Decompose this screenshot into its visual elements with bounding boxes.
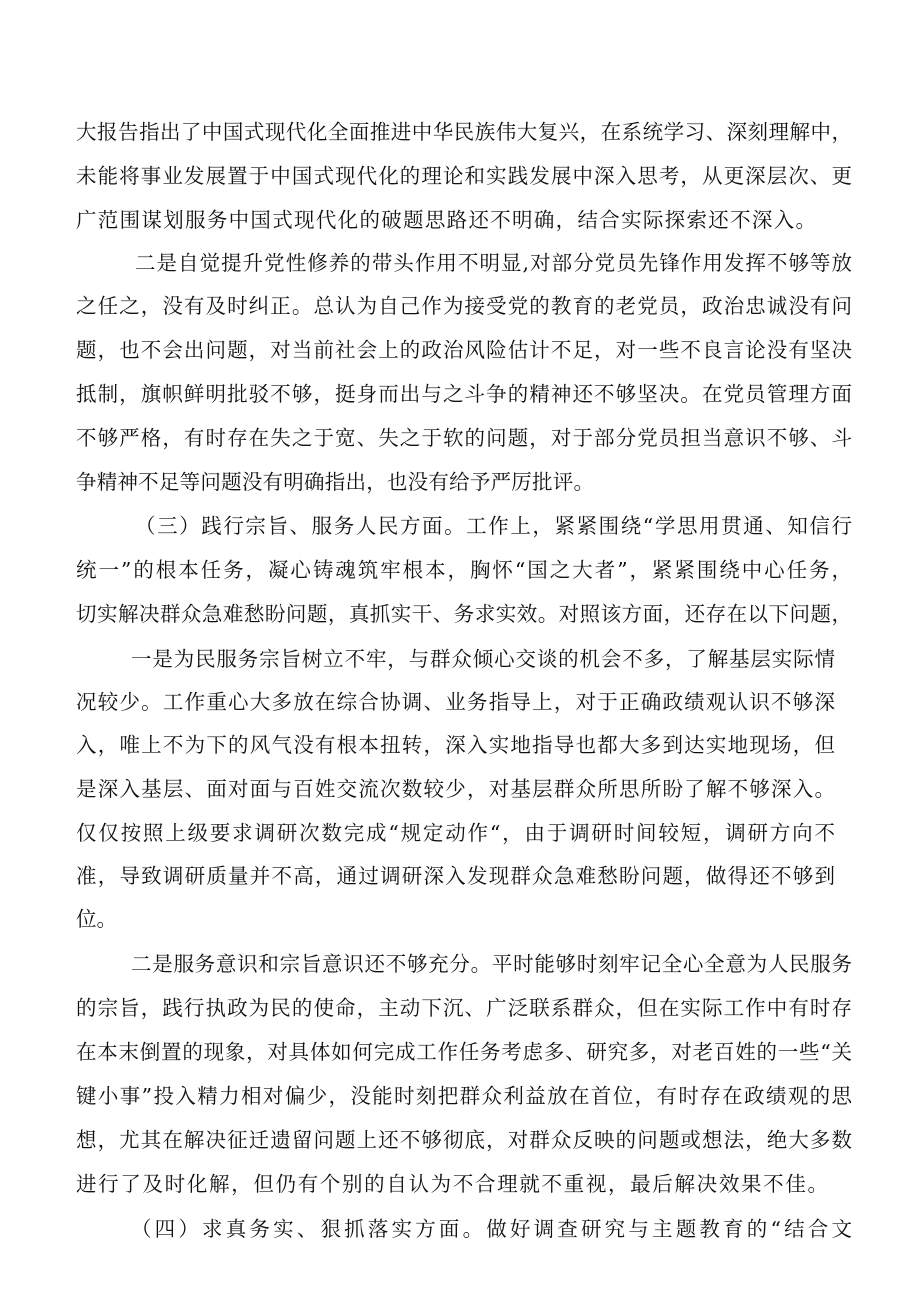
text-line: （三）践行宗旨、服务人民方面。工作上，紧紧围绕“学思用贯通、知信行	[135, 514, 852, 538]
text-line: 位。	[76, 907, 117, 931]
text-line: 在本末倒置的现象，对具体如何完成工作任务考虑多、研究多，对老百姓的一些“关	[76, 1040, 852, 1064]
text-line: 统一”的根本任务，凝心铸魂筑牢根本，胸怀“国之大者”，紧紧围绕中心任务，	[76, 558, 852, 582]
text-line: 键小事”投入精力相对偏少，没能时刻把群众利益放在首位，有时存在政绩观的思	[76, 1084, 852, 1108]
text-line: 想，尤其在解决征迁遗留问题上还不够彻底，对群众反映的问题或想法，绝大多数	[76, 1128, 852, 1152]
text-line: 进行了及时化解，但仍有个别的自认为不合理就不重视，最后解决效果不佳。	[76, 1172, 828, 1196]
text-line: 广范围谋划服务中国式现代化的破题思路还不明确，结合实际探索还不深入。	[76, 208, 816, 232]
text-line: 抵制，旗帜鲜明批驳不够，挺身而出与之斗争的精神还不够坚决。在党员管理方面	[76, 382, 852, 406]
text-line: 未能将事业发展置于中国式现代化的理论和实践发展中深入思考，从更深层次、更	[76, 164, 852, 188]
text-line: 一是为民服务宗旨树立不牢，与群众倾心交谈的机会不多，了解基层实际情	[131, 647, 835, 671]
text-line: 题，也不会出问题，对当前社会上的政治风险估计不足，对一些不良言论没有坚决	[76, 338, 852, 362]
text-line: 的宗旨，践行执政为民的使命，主动下沉、广泛联系群众，但在实际工作中有时存	[76, 996, 852, 1020]
text-line: 入，唯上不为下的风气没有根本扭转，深入实地指导也都大多到达实地现场，但	[76, 733, 835, 757]
text-line: 之任之，没有及时纠正。总认为自己作为接受党的教育的老党员，政治忠诚没有问	[76, 294, 852, 318]
text-line: 仅仅按照上级要求调研次数完成“规定动作“，由于调研时间较短，调研方向不	[76, 821, 835, 845]
text-line: 不够严格，有时存在失之于宽、失之于软的问题，对于部分党员担当意识不够、斗	[76, 426, 852, 450]
text-line: 切实解决群众急难愁盼问题，真抓实干、务求实效。对照该方面，还存在以下问题，	[76, 602, 852, 626]
text-line: 准，导致调研质量并不高，通过调研深入发现群众急难愁盼问题，做得还不够到	[76, 864, 835, 888]
text-line: 二是自觉提升党性修养的带头作用不明显,对部分党员先锋作用发挥不够等放	[135, 251, 852, 275]
text-line: 况较少。工作重心大多放在综合协调、业务指导上，对于正确政绩观认识不够深	[76, 690, 835, 714]
text-line: 二是服务意识和宗旨意识还不够充分。平时能够时刻牢记全心全意为人民服务	[131, 952, 852, 976]
text-line: 是深入基层、面对面与百姓交流次数较少，对基层群众所思所盼了解不够深入。	[76, 777, 835, 801]
text-line: （四）求真务实、狠抓落实方面。做好调查研究与主题教育的“结合文	[131, 1217, 852, 1241]
text-line: 争精神不足等问题没有明确指出，也没有给予严厉批评。	[76, 470, 594, 494]
text-line: 大报告指出了中国式现代化全面推进中华民族伟大复兴，在系统学习、深刻理解中，	[76, 120, 852, 144]
